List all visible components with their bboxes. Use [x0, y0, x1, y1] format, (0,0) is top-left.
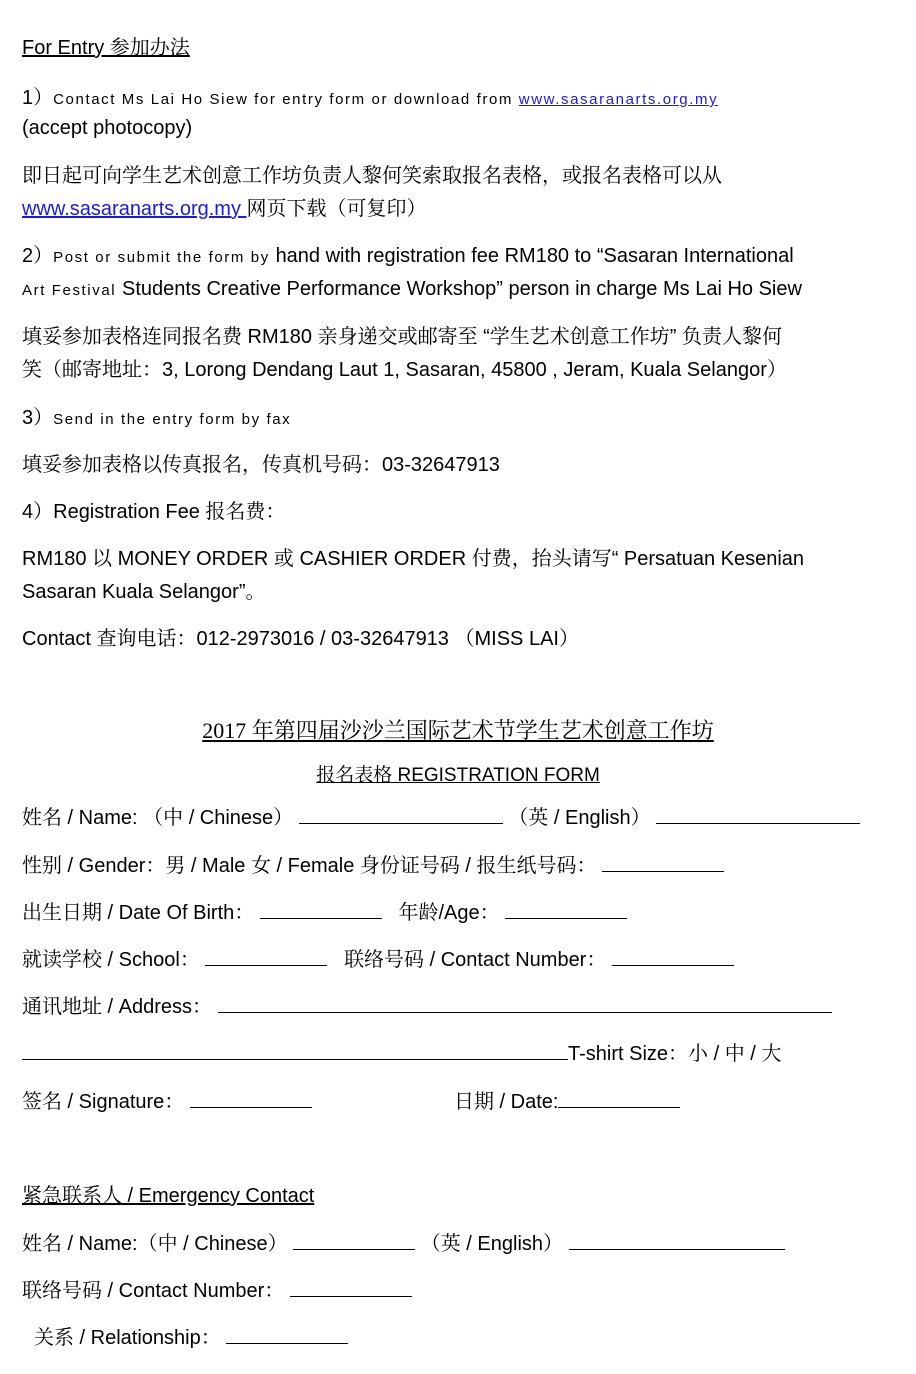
step-2-chinese-line-1: 填妥参加表格连同报名费 RM180 亲身递交或邮寄至 “学生艺术创意工作坊” 负责人黎何: [22, 326, 783, 348]
name-chinese-field[interactable]: [299, 807, 503, 824]
step-4-line: 4）Registration Fee 报名费：: [22, 501, 286, 523]
emergency-contact-label: 联络号码 / Contact Number：: [22, 1280, 285, 1302]
dob-row: [22, 902, 627, 923]
address-label: 通讯地址 / Address：: [22, 996, 213, 1018]
emergency-name-english-field[interactable]: [569, 1233, 785, 1250]
step-2-text-c: Art Festival: [22, 282, 122, 299]
address-row: [22, 996, 832, 1017]
step-1-chinese-line-1: 即日起可向学生艺术创意工作坊负责人黎何笑索取报名表格，或报名表格可以从: [22, 165, 722, 187]
step-2-number: 2）: [22, 245, 54, 267]
age-label: 年龄/Age：: [398, 902, 500, 924]
step-1-chinese-line-2: [22, 199, 427, 219]
form-subtitle: 报名表格 REGISTRATION FORM: [316, 765, 600, 786]
dob-label: 出生日期 / Date Of Birth：: [22, 902, 255, 924]
contact-line: Contact 查询电话：012-2973016 / 03-32647913 （MISS LAI）: [22, 628, 579, 650]
contact-number-field[interactable]: [612, 949, 734, 966]
gender-row: [22, 855, 724, 876]
signature-row: [22, 1091, 312, 1112]
address-field-line-2[interactable]: [22, 1043, 568, 1060]
step-2-line-1: [22, 246, 794, 266]
age-field[interactable]: [505, 902, 627, 919]
school-field[interactable]: [205, 949, 327, 966]
website-link[interactable]: www.sasaranarts.org.my: [518, 91, 719, 108]
step-2-chinese-line-2: 笑（邮寄地址：3, Lorong Dendang Laut 1, Sasaran, 45800 , Jeram, Kuala Selangor）: [22, 359, 787, 381]
name-english-field[interactable]: [656, 807, 860, 824]
relationship-field[interactable]: [226, 1327, 348, 1344]
address-tshirt-row: [22, 1043, 781, 1064]
signature-field[interactable]: [190, 1091, 312, 1108]
step-3-chinese: 填妥参加表格以传真报名，传真机号码：03-32647913: [22, 454, 500, 476]
gender-ic-label: 性别 / Gender：男 / Male 女 / Female 身份证号码 / 报生纸号码：: [22, 855, 597, 877]
dob-field[interactable]: [260, 902, 382, 919]
ic-number-field[interactable]: [602, 855, 724, 872]
signature-label: 签名 / Signature：: [22, 1091, 185, 1113]
step-1-text: Contact Ms Lai Ho Siew for entry form or download from: [53, 91, 519, 108]
date-row: [454, 1091, 680, 1112]
step-1-photocopy-note: (accept photocopy): [22, 117, 193, 139]
contact-number-label: 联络号码 / Contact Number：: [344, 949, 607, 971]
step-1-chinese-suffix: 网页下载（可复印）: [246, 198, 427, 220]
name-english-label: （英 / English）: [508, 807, 651, 829]
school-row: [22, 949, 734, 970]
step-3-line: [22, 408, 291, 428]
entry-heading: For Entry 参加办法: [22, 37, 190, 59]
emergency-name-chinese-label: 姓名 / Name:（中 / Chinese）: [22, 1233, 288, 1255]
emergency-contact-field[interactable]: [290, 1280, 412, 1297]
emergency-heading: 紧急联系人 / Emergency Contact: [22, 1185, 315, 1207]
date-field[interactable]: [558, 1091, 680, 1108]
step-3-number: 3）: [22, 407, 54, 429]
relationship-row: [34, 1327, 348, 1348]
tshirt-size-label: T-shirt Size：小 / 中 / 大: [568, 1043, 782, 1065]
emergency-name-row: [22, 1233, 785, 1254]
website-link-chinese[interactable]: www.sasaranarts.org.my: [22, 198, 247, 220]
emergency-name-chinese-field[interactable]: [293, 1233, 415, 1250]
name-row: [22, 807, 860, 828]
step-2-text-d: Students Creative Performance Workshop” person in charge Ms Lai Ho Siew: [121, 278, 802, 300]
step-4-chinese-line-1: RM180 以 MONEY ORDER 或 CASHIER ORDER 付费，抬头请写“ Persatuan Kesenian: [22, 548, 805, 570]
step-2-text-a: Post or submit the form by: [53, 249, 276, 266]
address-field-line-1[interactable]: [218, 996, 832, 1013]
step-2-text-b: hand with registration fee RM180 to “Sasaran International: [275, 245, 794, 267]
step-1-number: 1）: [22, 87, 54, 109]
step-3-text: Send in the entry form by fax: [53, 411, 292, 428]
date-label: 日期 / Date:: [454, 1091, 559, 1113]
relationship-label: 关系 / Relationship：: [34, 1327, 221, 1349]
step-4-chinese-line-2: Sasaran Kuala Selangor”。: [22, 581, 266, 603]
name-chinese-label: 姓名 / Name: （中 / Chinese）: [22, 807, 294, 829]
school-label: 就读学校 / School：: [22, 949, 200, 971]
step-2-line-2: [22, 279, 802, 299]
step-1-line: [22, 88, 718, 108]
form-title: 2017 年第四届沙沙兰国际艺术节学生艺术创意工作坊: [202, 718, 714, 743]
emergency-contact-row: [22, 1280, 412, 1301]
emergency-name-english-label: （英 / English）: [420, 1233, 564, 1255]
